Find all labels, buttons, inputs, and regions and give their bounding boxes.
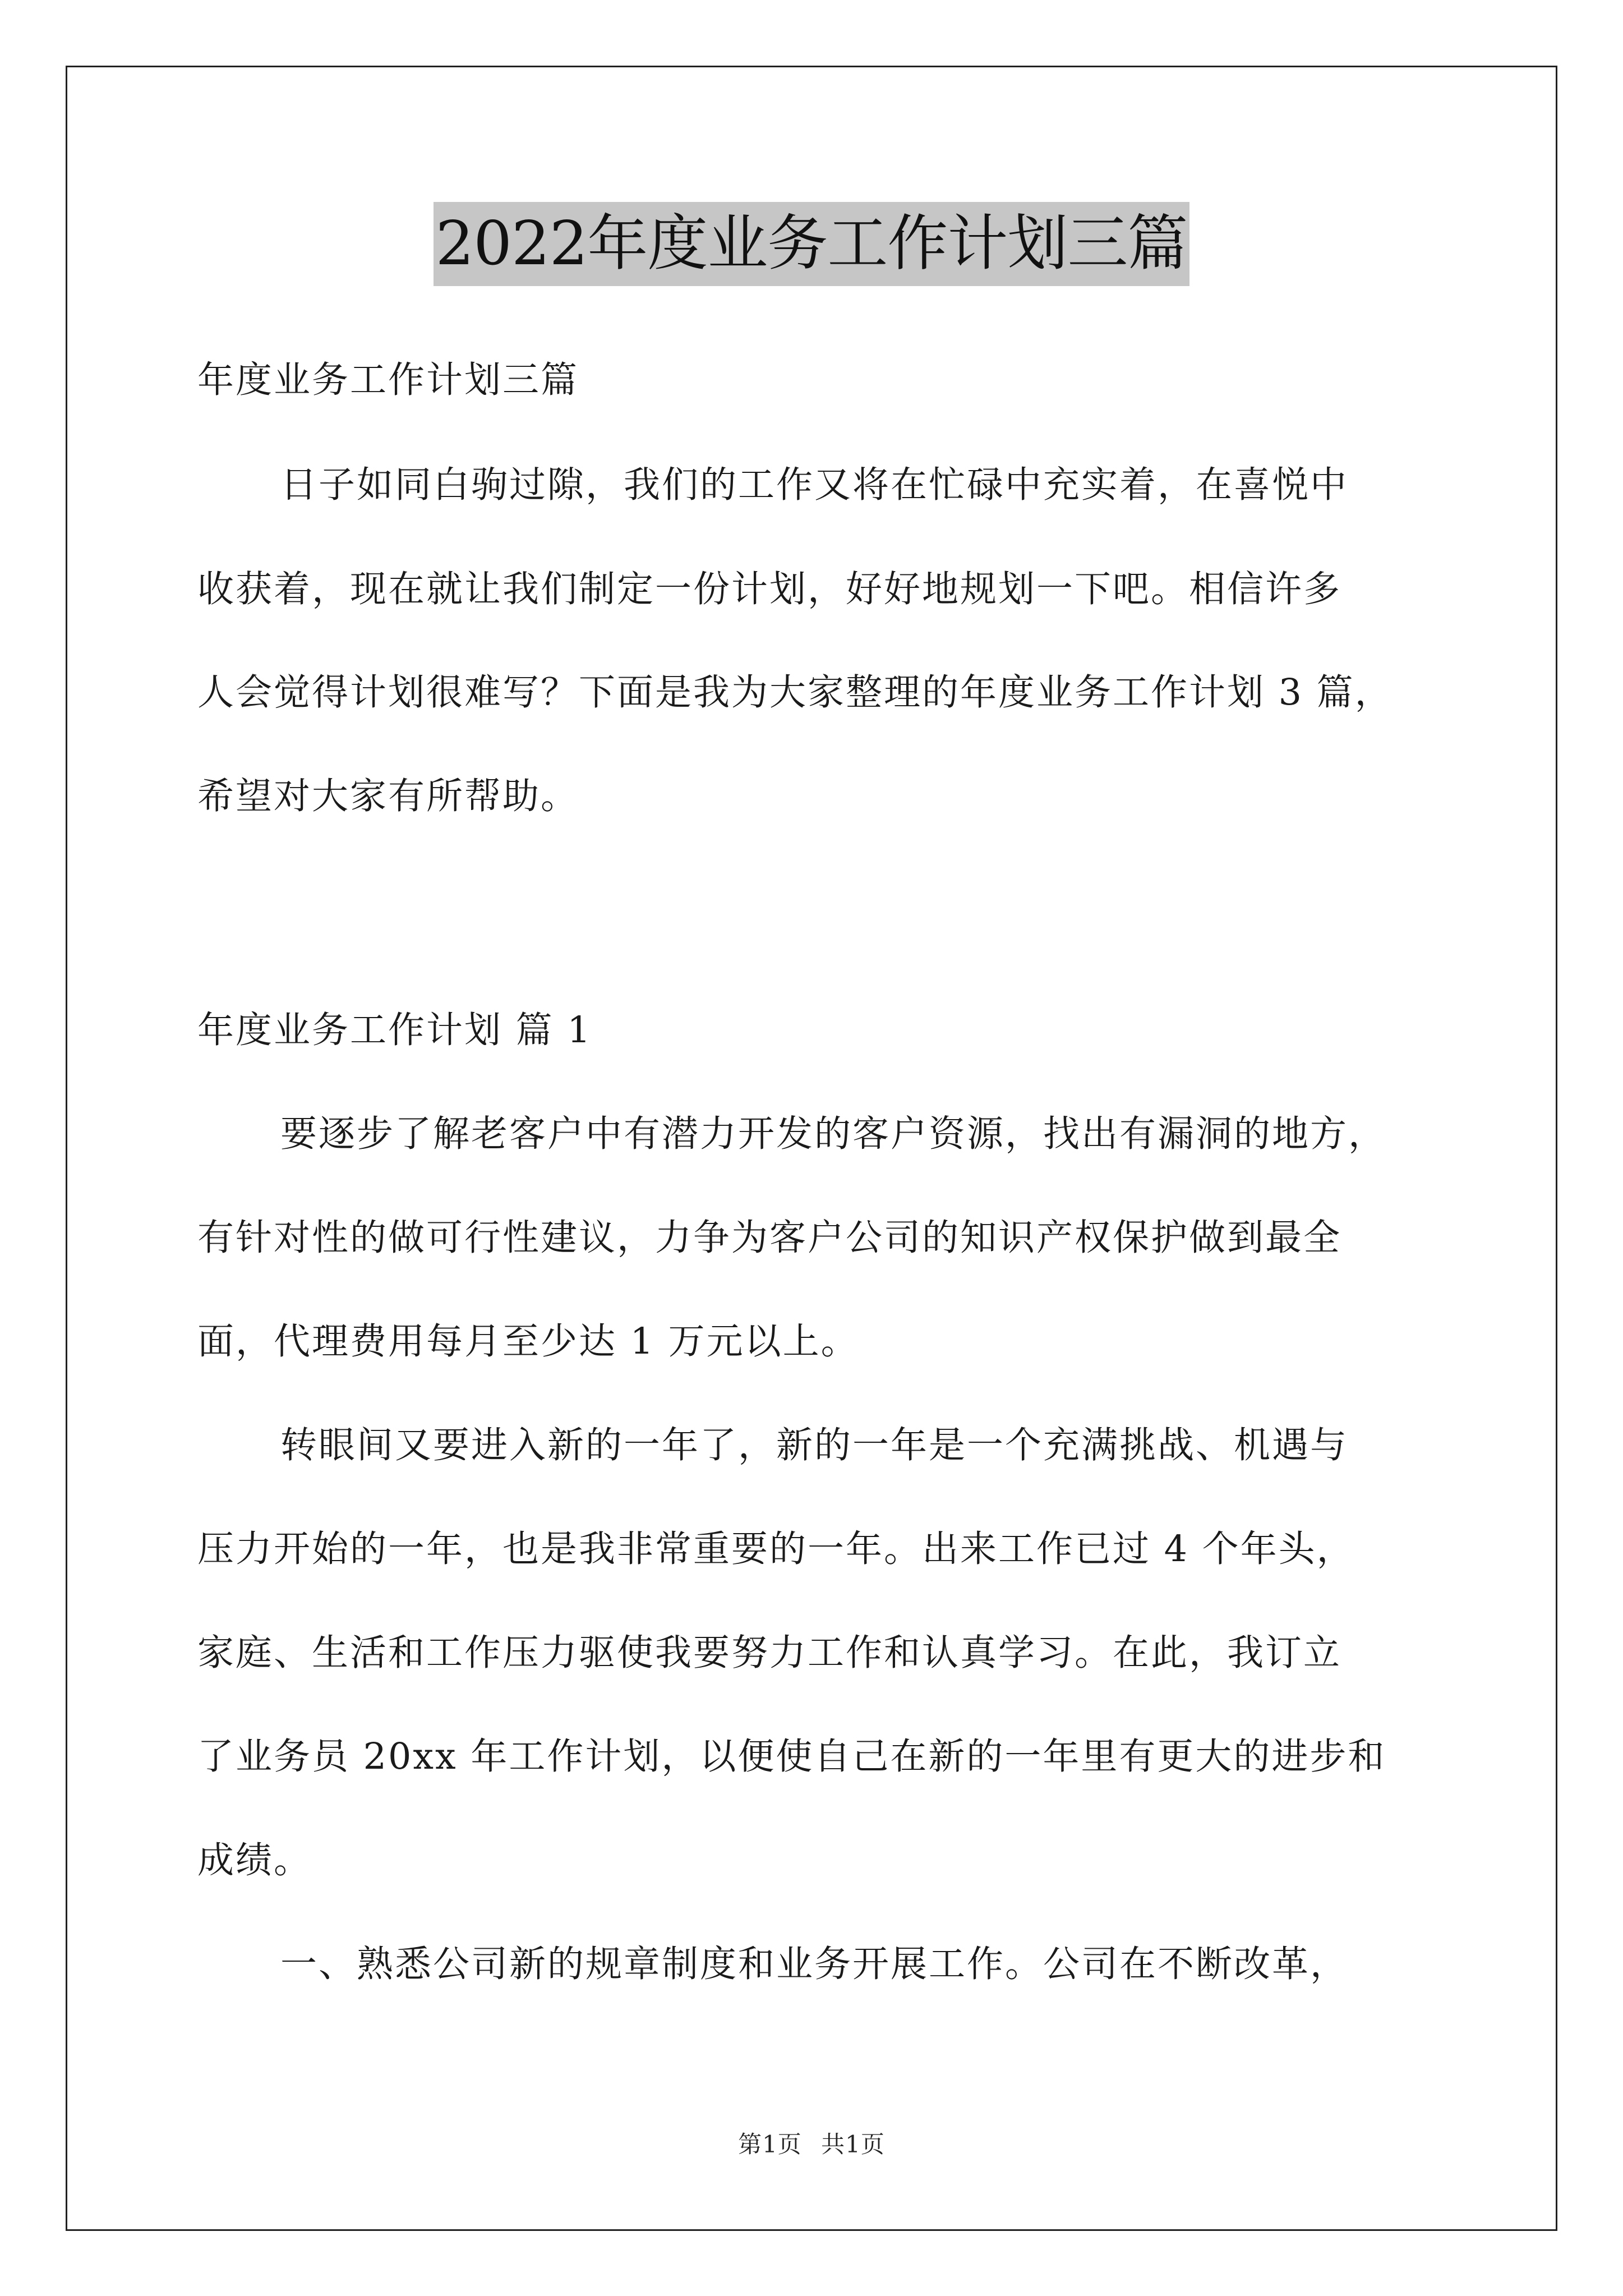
title-container bbox=[0, 202, 1623, 286]
document-title: 2022年度业务工作计划三篇 bbox=[434, 202, 1190, 286]
document-subtitle: 年度业务工作计划三篇 bbox=[197, 359, 579, 401]
page-total: 共1页 bbox=[821, 2131, 885, 2158]
paragraph-line: 面，代理费用每月至少达 1 万元以上。 bbox=[197, 1320, 859, 1363]
section-heading: 年度业务工作计划 篇 1 bbox=[197, 1009, 592, 1051]
paragraph-line: 转眼间又要进入新的一年了，新的一年是一个充满挑战、机遇与 bbox=[280, 1424, 1349, 1466]
intro-line: 收获着，现在就让我们制定一份计划，好好地规划一下吧。相信许多 bbox=[197, 568, 1342, 610]
page-number: 第1页 bbox=[738, 2131, 802, 2158]
paragraph-line: 要逐步了解老客户中有潜力开发的客户资源，找出有漏洞的地方， bbox=[280, 1113, 1387, 1155]
paragraph-line: 有针对性的做可行性建议，力争为客户公司的知识产权保护做到最全 bbox=[197, 1217, 1342, 1259]
intro-line: 日子如同白驹过隙，我们的工作又将在忙碌中充实着，在喜悦中 bbox=[280, 464, 1349, 506]
intro-line: 希望对大家有所帮助。 bbox=[197, 775, 579, 817]
paragraph-line: 成绩。 bbox=[197, 1839, 312, 1881]
paragraph-line: 家庭、生活和工作压力驱使我要努力工作和认真学习。在此，我订立 bbox=[197, 1632, 1342, 1674]
paragraph-line: 一、熟悉公司新的规章制度和业务开展工作。公司在不断改革， bbox=[280, 1943, 1349, 1985]
paragraph-line: 了业务员 20xx 年工作计划，以便使自己在新的一年里有更大的进步和 bbox=[197, 1736, 1386, 1778]
intro-line: 人会觉得计划很难写？下面是我为大家整理的年度业务工作计划 3 篇， bbox=[197, 671, 1393, 714]
paragraph-line: 压力开始的一年，也是我非常重要的一年。出来工作已过 4 个年头， bbox=[197, 1528, 1355, 1570]
page-footer bbox=[0, 2126, 1623, 2160]
